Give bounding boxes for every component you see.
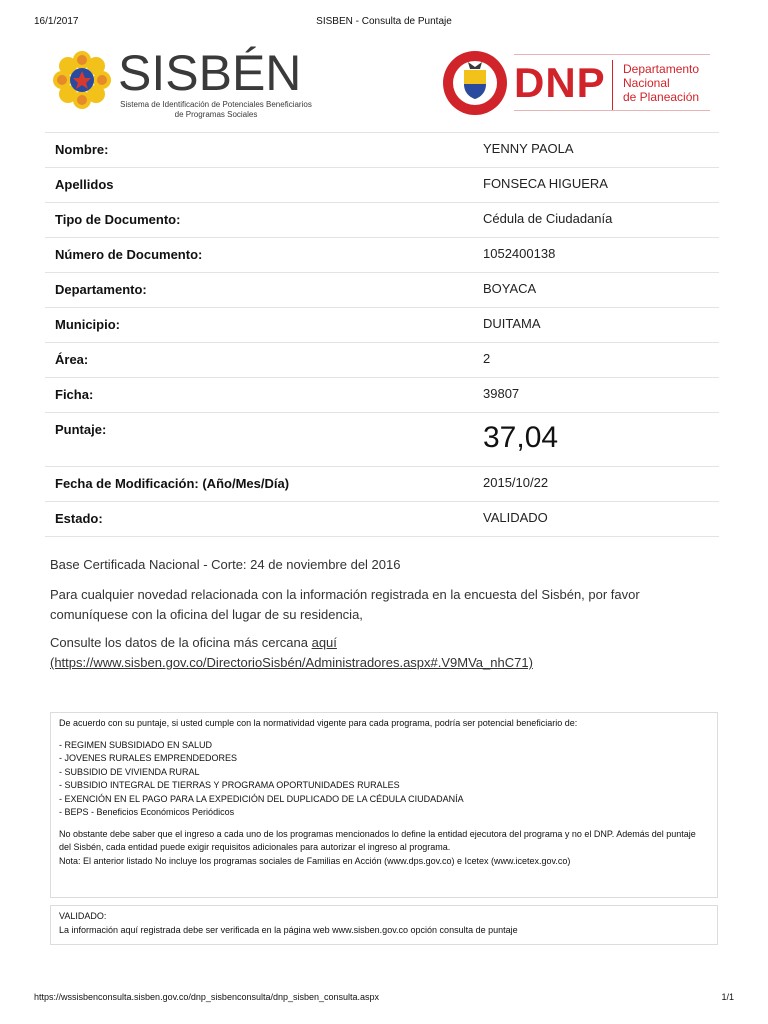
validado-title: VALIDADO: [59,911,107,921]
row-numero-documento [45,238,719,273]
dnp-line-2: Nacional [623,76,670,90]
print-url: https://wssisbenconsulta.sisben.gov.co/dnp_sisbenconsulta/dnp_sisben_consulta.aspx [34,992,380,1002]
colombia-seal-icon [442,50,508,116]
row-area [45,343,719,378]
print-title: SISBEN - Consulta de Puntaje [316,16,452,27]
field-label: Estado: [55,511,103,526]
field-value: YENNY PAOLA [483,141,574,156]
field-label: Ficha: [55,387,94,402]
field-label: Apellidos [55,177,114,192]
dnp-rule-top [514,54,710,55]
print-date: 16/1/2017 [34,16,79,27]
dnp-line-3: de Planeación [623,90,700,104]
sisben-logo [50,44,320,124]
row-estado [45,502,719,537]
field-label: Fecha de Modificación: (Año/Mes/Día) [55,476,290,491]
result-table [45,132,719,537]
print-page-number: 1/1 [721,992,734,1002]
field-label: Departamento: [55,282,147,297]
print-header [34,16,734,30]
program-item: - EXENCIÓN EN EL PAGO PARA LA EXPEDICIÓN DEL DUPLICADO DE LA CÉDULA CIUDADANÍA [59,793,464,804]
field-value: 39807 [483,386,520,401]
validado-box [50,905,718,945]
row-ficha [45,378,719,413]
field-value: DUITAMA [483,316,541,331]
dnp-divider [612,60,613,110]
score-value: 37,04 [483,421,559,454]
print-footer [34,992,734,1006]
program-item: - SUBSIDIO INTEGRAL DE TIERRAS Y PROGRAMA OPORTUNIDADES RURALES [59,780,400,790]
validado-text: La información aquí registrada debe ser verificada en la página web www.sisben.gov.co opción consulta de puntaje [59,924,518,935]
field-value: BOYACA [483,281,537,296]
field-value: 1052400138 [483,246,556,261]
field-label: Tipo de Documento: [55,212,181,227]
sisben-wordmark: SISBÉN [118,45,302,101]
dnp-wordmark: DNP [514,59,606,106]
field-value: 2015/10/22 [483,475,549,490]
novedad-note: Para cualquier novedad relacionada con la información registrada en la encuesta del Sisbén, por favor comuníquese con la oficina del lugar de su residencia, [50,587,640,622]
programs-disclaimer: No obstante debe saber que el ingreso a cada uno de los programas mencionados lo define la entidad ejecutora del programa y no el DNP. Además del puntaje del Sisbén, cada entidad puede exigir requisitos adicionales para autorizar el ingreso al programa. [59,828,696,852]
program-item: - JOVENES RURALES EMPRENDEDORES [59,753,238,763]
program-item: - REGIMEN SUBSIDIADO EN SALUD [59,739,213,750]
aqui-link[interactable]: aquí [311,635,337,650]
field-label: Número de Documento: [55,247,203,262]
programs-box [50,712,718,898]
field-label: Área: [55,352,89,367]
row-puntaje [45,413,719,467]
row-apellidos [45,168,719,203]
program-item: - BEPS - Beneficios Económicos Periódicos [59,807,235,817]
field-label: Puntaje: [55,422,107,437]
field-value: FONSECA HIGUERA [483,176,608,191]
sisben-subtitle: Sistema de Identificación de Potenciales Beneficiarios de Programas Sociales [120,100,312,119]
sisben-flower-icon [50,48,114,112]
directorio-url-link[interactable]: (https://www.sisben.gov.co/DirectorioSisbén/Administradores.aspx#.V9MVa_nhC71) [50,655,533,670]
row-nombre [45,133,719,168]
row-departamento [45,273,719,308]
status-value: VALIDADO [483,510,548,525]
field-label: Municipio: [55,317,120,332]
row-tipo-documento [45,203,719,238]
dnp-line-1: Departamento [623,62,700,76]
field-value: Cédula de Ciudadanía [483,211,613,226]
row-fecha-modificacion [45,467,719,502]
field-label: Nombre: [55,142,109,157]
base-certificada-note: Base Certificada Nacional - Corte: 24 de noviembre del 2016 [50,557,401,572]
program-item: - SUBSIDIO DE VIVIENDA RURAL [59,766,200,777]
consulte-prefix: Consulte los datos de la oficina más cercana [50,635,312,650]
dnp-rule-bottom [514,110,710,111]
consulte-note [50,633,710,673]
dnp-logo [442,50,712,120]
row-municipio [45,308,719,343]
programs-nota: Nota: El anterior listado No incluye los programas sociales de Familias en Acción (www.dps.gov.co) e Icetex (www.icetex.gov.co) [59,855,571,866]
field-value: 2 [483,351,491,366]
programs-intro: De acuerdo con su puntaje, si usted cumple con la normatividad vigente para cada programa, podría ser potencial beneficiario de: [59,718,578,728]
dnp-name [623,62,699,104]
